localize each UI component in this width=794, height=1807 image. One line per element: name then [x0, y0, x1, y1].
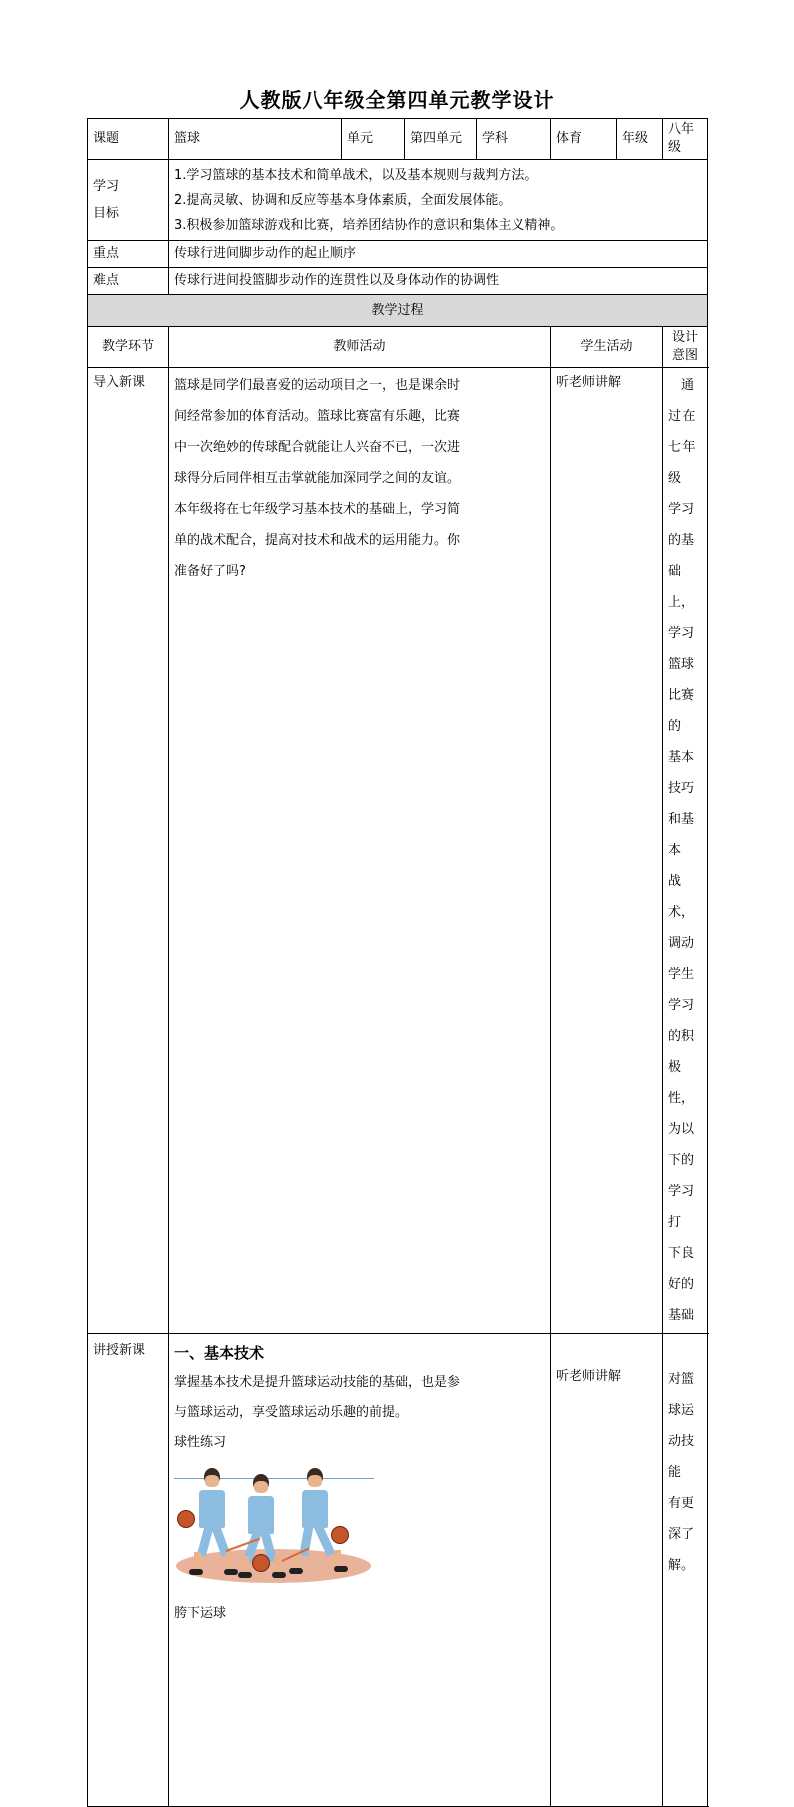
process-columns-row	[88, 327, 708, 368]
process-header-row	[88, 295, 708, 327]
text-line: 下良好的基础	[668, 1246, 695, 1323]
grade-label: 年级	[617, 119, 663, 160]
new-lesson-student-activity: 听老师讲解	[551, 1334, 663, 1807]
section-title: 一、基本技术	[174, 1344, 265, 1362]
text-line: 有更深了解。	[668, 1496, 695, 1573]
objectives-row	[88, 160, 708, 241]
text-line: 单的战术配合，提高对技术和战术的运用能力。你	[174, 533, 461, 548]
basketball-icon	[331, 1526, 349, 1544]
topic-value: 篮球	[169, 119, 342, 160]
subject-value: 体育	[551, 119, 617, 160]
text-line: 本年级将在七年级学习基本技术的基础上，学习简	[174, 502, 461, 517]
text-line: 中一次绝妙的传球配合就能让人兴奋不已，一次进	[174, 440, 461, 455]
column-student: 学生活动	[551, 327, 663, 368]
subject-label: 学科	[477, 119, 551, 160]
objective-item: 2.提高灵敏、协调和反应等基本身体素质，全面发展体能。	[174, 192, 512, 208]
drill-label-crotch-dribble: 胯下运球	[174, 1606, 227, 1621]
text-line: 学习的基础上，	[668, 502, 695, 610]
column-stage: 教学环节	[88, 327, 169, 368]
document-title: 人教版八年级全第四单元教学设计	[239, 88, 555, 112]
new-lesson-design-intent	[663, 1334, 708, 1807]
intro-design-intent	[663, 368, 708, 1334]
column-teacher: 教师活动	[169, 327, 551, 368]
unit-label: 单元	[342, 119, 405, 160]
dribbling-illustration	[174, 1464, 374, 1589]
intro-student-activity: 听老师讲解	[551, 368, 663, 1334]
new-lesson-stage: 讲授新课	[88, 1334, 169, 1807]
text-line: 对篮球运动技能	[668, 1372, 695, 1480]
grade-value: 八年级	[663, 119, 708, 160]
objectives-content	[169, 160, 708, 241]
text-line: 与篮球运动，享受篮球运动乐趣的前提。	[174, 1405, 409, 1420]
lesson-plan-table	[87, 118, 708, 1807]
intro-row	[88, 368, 708, 1334]
difficulty-value: 传球行进间投篮脚步动作的连贯性以及身体动作的协调性	[169, 268, 708, 295]
objectives-label: 学习 目标	[88, 160, 169, 241]
text-line: 学习篮球比赛的	[668, 626, 695, 734]
text-line: 篮球是同学们最喜爱的运动项目之一，也是课余时	[174, 378, 461, 393]
difficulty-label: 难点	[88, 268, 169, 295]
text-line: 通过在七年级	[668, 378, 698, 486]
text-line: 战术，调动学生	[668, 874, 695, 982]
intro-teacher-activity	[169, 368, 551, 1334]
objective-item: 3.积极参加篮球游戏和比赛，培养团结协作的意识和集体主义精神。	[174, 217, 564, 233]
key-point-value: 传球行进间脚步动作的起止顺序	[169, 241, 708, 268]
new-lesson-teacher-activity	[169, 1334, 551, 1807]
key-point-label: 重点	[88, 241, 169, 268]
basketball-icon	[177, 1510, 195, 1528]
text-line: 掌握基本技术是提升篮球运动技能的基础，也是参	[174, 1375, 461, 1390]
objective-item: 1.学习篮球的基本技术和简单战术，以及基本规则与裁判方法。	[174, 167, 538, 183]
text-line: 间经常参加的体育活动。篮球比赛富有乐趣，比赛	[174, 409, 461, 424]
difficulty-row	[88, 268, 708, 295]
drill-label-ball-handling: 球性练习	[174, 1435, 227, 1450]
text-line: 准备好了吗?	[174, 564, 246, 579]
text-line: 学习的积极性，	[668, 998, 695, 1106]
new-lesson-row	[88, 1334, 708, 1807]
info-row	[88, 119, 708, 160]
text-line: 基本技巧和基本	[668, 750, 695, 858]
text-line: 球得分后同伴相互击掌就能加深同学之间的友谊。	[174, 471, 461, 486]
topic-label: 课题	[88, 119, 169, 160]
intro-stage: 导入新课	[88, 368, 169, 1334]
column-intent: 设计意图	[663, 327, 708, 368]
unit-value: 第四单元	[405, 119, 477, 160]
basketball-icon	[252, 1554, 270, 1572]
key-point-row	[88, 241, 708, 268]
process-header: 教学过程	[88, 295, 708, 327]
text-line: 为以下的学习打	[668, 1122, 695, 1230]
